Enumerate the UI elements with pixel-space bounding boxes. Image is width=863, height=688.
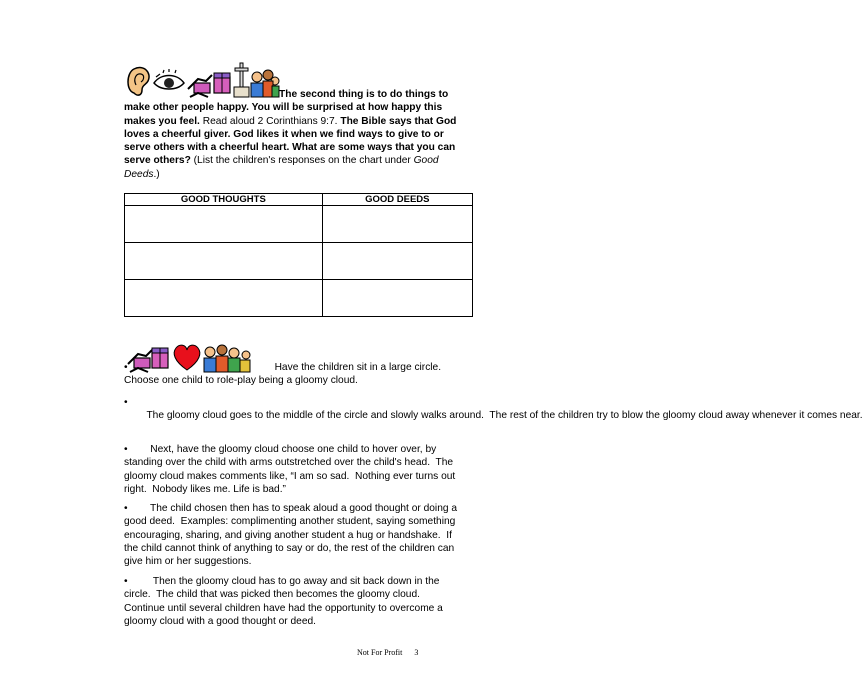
- table-row: [125, 206, 473, 243]
- activity-text-4: The child chosen then has to speak aloud a good thought or doing a good deed. Examples: complimenting another student, saying something encouraging, sharing, and giving another student a hug or handshake. If the child cannot think of anything to say or do, the rest of the children can give him or her suggestions.: [124, 503, 460, 568]
- page-footer: Not For Profit 3: [357, 648, 419, 657]
- activity-para-1: [124, 361, 464, 388]
- intro-good-deeds: Good Deeds: [124, 155, 439, 180]
- activity-text-2: The gloomy cloud goes to the middle of the circle and slowly walks around. The rest of the children try to blow the gloomy cloud away whenever it comes near.: [124, 410, 863, 422]
- good-thoughts-deeds-table: [124, 193, 473, 317]
- activity-para-2: [124, 396, 863, 423]
- table-cell: [322, 243, 472, 280]
- intro-bold-1: The second thing is to do things to make other people happy. You will be surprised at how happy this makes you feel.: [124, 89, 449, 127]
- table-cell: [125, 206, 323, 243]
- table-cell: [125, 280, 323, 317]
- intro-note-end: .): [153, 168, 160, 180]
- bullet: •: [124, 503, 128, 514]
- bullet: •: [124, 444, 128, 455]
- intro-reading: Read aloud 2 Corinthians 9:7.: [199, 115, 341, 127]
- table-row: [125, 280, 473, 317]
- table-cell: [322, 206, 472, 243]
- bullet: •: [124, 397, 128, 408]
- intro-paragraph: [124, 88, 460, 181]
- activity-para-4: [124, 502, 464, 568]
- bullet: •: [124, 576, 128, 587]
- table-cell: [125, 243, 323, 280]
- table-cell: [322, 280, 472, 317]
- intro-note: (List the children's responses on the chart under: [190, 155, 414, 167]
- activity-text-5: Then the gloomy cloud has to go away and sit back down in the circle. The child that was picked then becomes the gloomy cloud. Continue until several children have had the opportunity to overcome a gloomy cloud with a good thought or deed.: [124, 576, 446, 627]
- intro-bold-2: The Bible says that God loves a cheerful giver. God likes it when we find ways to give to or serve others with a cheerful heart. What are some ways that you can serve others?: [124, 115, 457, 167]
- activity-text-1: Have the children sit in a large circle. Choose one child to role-play being a gloomy cloud.: [124, 362, 442, 387]
- activity-para-3: [124, 443, 464, 496]
- table-header-row: [125, 194, 473, 206]
- activity-text-3: Next, have the gloomy cloud choose one child to hover over, by standing over the child with arms outstretched over the child's head. The gloomy cloud makes comments like, “I am so sad. Nothing ever turns out right. Nobody likes me. Life is bad.”: [124, 444, 459, 495]
- bullet: •: [124, 362, 128, 373]
- header-good-deeds: GOOD DEEDS: [322, 194, 472, 206]
- activity-para-5: [124, 575, 464, 628]
- header-good-thoughts: GOOD THOUGHTS: [125, 194, 323, 206]
- eye-icon: [154, 69, 184, 89]
- table-row: [125, 243, 473, 280]
